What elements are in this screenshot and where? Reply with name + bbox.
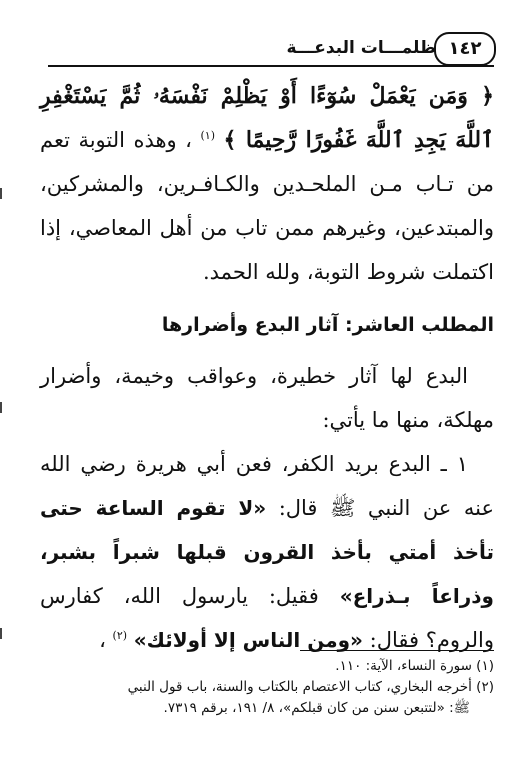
quran-verse: ﴿ وَمَن يَعْمَلْ سُوٓءًا أَوْ يَظْلِمْ نَفْسَهُۥ ثُمَّ يَسْتَغْفِرِ ٱللَّهَ يَجِدِ ٱللَّهَ غَفُورًا رَّحِيمًا ﴾ bbox=[40, 83, 494, 153]
paragraph-intro: البدع لها آثار خطيرة، وعواقب وخيمة، وأضرار مهلكة، منها ما يأتي: bbox=[40, 364, 494, 432]
hadith-quote: «لا تقوم الساعة حتى تأخذ أمتي بأخذ القرون قبلها شبراً بشبر، وذراعاً بـذراع» bbox=[40, 496, 494, 608]
paragraph-text: ١ ـ البدع بريد الكفر، فعن أبي هريرة رضي الله عنه عن النبي ﷺ قال: bbox=[40, 452, 494, 520]
header-rule bbox=[48, 65, 494, 67]
page-header bbox=[48, 34, 496, 68]
paragraph-point-1 bbox=[40, 442, 494, 662]
paragraph-text: ، bbox=[99, 628, 106, 652]
main-text bbox=[40, 74, 494, 662]
margin-mark bbox=[0, 402, 2, 413]
running-title: ظلمـــات البدعـــة bbox=[286, 38, 436, 58]
footnotes bbox=[40, 656, 494, 719]
footnote-2: (٢) أخرجه البخاري، كتاب الاعتصام بالكتاب والسنة، باب قول النبي bbox=[127, 679, 494, 695]
hadith-quote: «ومن الناس إلا أولائك» bbox=[133, 628, 363, 652]
margin-mark bbox=[0, 188, 2, 199]
paragraph-text: ، وهذه التوبة تعم من تـاب مـن الملحـدين والكـافـرين، والمشركين، والمبتدعين، وغيرهم ممن تاب من أهل المعاصي، إذا اكتملت شروط التوبة، ولله الحمد. bbox=[40, 128, 494, 284]
paragraph-text: فقيل: يارسول الله، كفارس والروم؟ فقال: bbox=[40, 584, 494, 652]
footnote-ref-1: (١) bbox=[200, 129, 215, 142]
page-number: ١٤٢ bbox=[434, 32, 496, 66]
section-heading: المطلب العاشر: آثار البدع وأضرارها bbox=[161, 314, 494, 336]
paragraph-verse bbox=[40, 74, 494, 294]
footnote-1: (١) سورة النساء، الآية: ١١٠. bbox=[335, 658, 494, 674]
footnote-ref-2: (٢) bbox=[112, 629, 128, 642]
margin-mark bbox=[0, 628, 2, 639]
footnote-2-continuation: ﷺ: «لتتبعن سنن من كان قبلكم»، ٨/ ١٩١، برقم ٧٣١٩. bbox=[163, 700, 470, 716]
footnote-rule bbox=[300, 650, 494, 651]
